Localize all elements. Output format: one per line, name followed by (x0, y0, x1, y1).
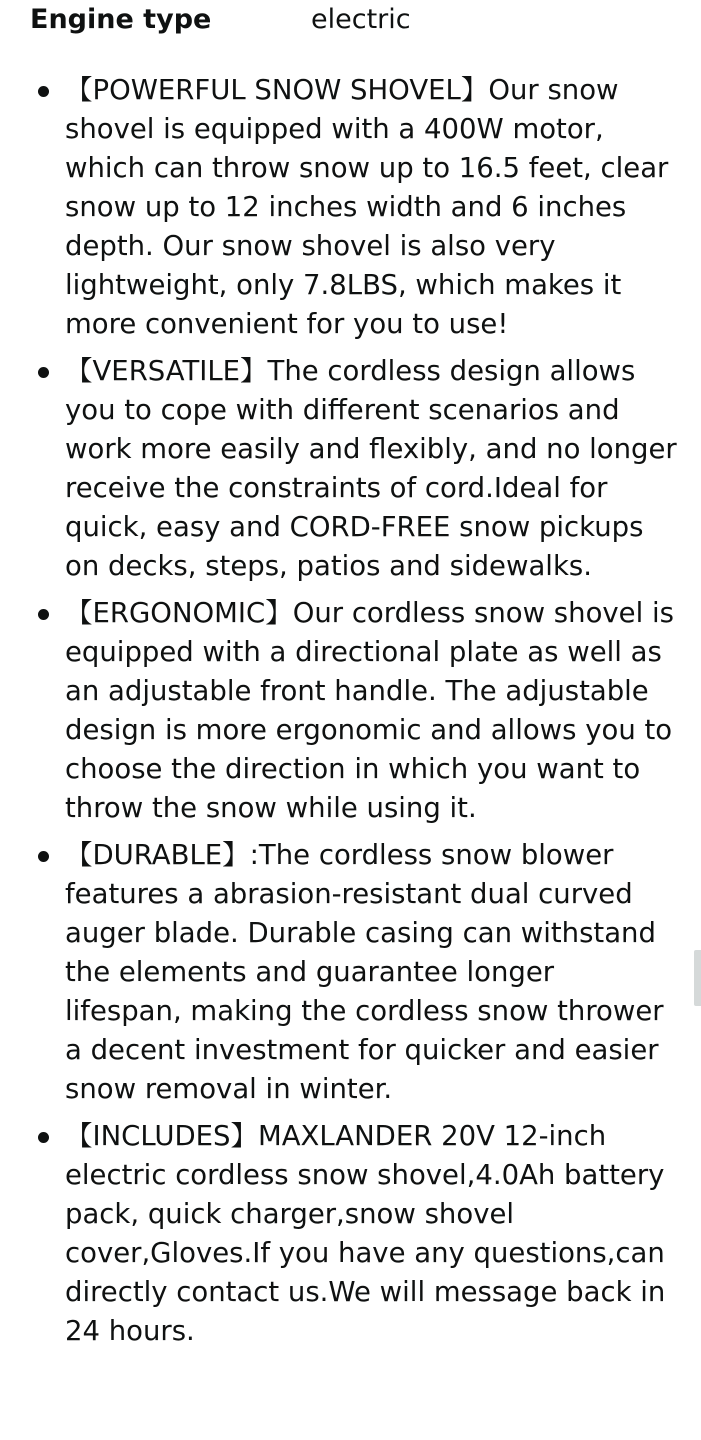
bullet-text: 【VERSATILE】The cordless design allows you to cope with different scenarios and work more easily and flexibly, and no longer receive the constraints of cord.Ideal for quick, easy and CORD-FREE snow pickups on decks, steps, patios and sidewalks. (65, 355, 677, 582)
bullet-dot-icon (38, 851, 49, 862)
feature-bullet-versatile (0, 352, 677, 586)
bullet-text: 【ERGONOMIC】Our cordless snow shovel is equipped with a directional plate as well as an adjustable front handle. The adjustable design is more ergonomic and allows you to choose the direction in which you want to throw the snow while using it. (65, 597, 674, 824)
feature-bullet-list (0, 71, 701, 1359)
feature-bullet-ergonomic (0, 594, 677, 828)
spec-row-engine-type (30, 0, 670, 40)
bullet-text: 【POWERFUL SNOW SHOVEL】Our snow shovel is equipped with a 400W motor, which can throw snow up to 16.5 feet, clear snow up to 12 inches width and 6 inches depth. Our snow shovel is also very lightweight, only 7.8LBS, which makes it more convenient for you to use! (65, 74, 669, 340)
feature-bullet-powerful (0, 71, 677, 344)
bullet-text: 【DURABLE】:The cordless snow blower features a abrasion-resistant dual curved auger blade. Durable casing can withstand the elements and guarantee longer lifespan, making the cordless snow thrower a decent investment for quicker and easier snow removal in winter. (65, 839, 664, 1105)
feature-bullet-durable (0, 836, 677, 1109)
feature-bullet-includes (0, 1117, 677, 1351)
scrollbar-thumb[interactable] (694, 950, 701, 1006)
bullet-dot-icon (38, 609, 49, 620)
spec-label: Engine type (30, 4, 212, 35)
bullet-text: 【INCLUDES】MAXLANDER 20V 12-inch electric cordless snow shovel,4.0Ah battery pack, quick charger,snow shovel cover,Gloves.If you have any questions,can directly contact us.We will message back in 24 hours. (65, 1120, 666, 1347)
bullet-dot-icon (38, 1132, 49, 1143)
bullet-dot-icon (38, 86, 49, 97)
bullet-dot-icon (38, 367, 49, 378)
spec-value: electric (311, 4, 411, 35)
